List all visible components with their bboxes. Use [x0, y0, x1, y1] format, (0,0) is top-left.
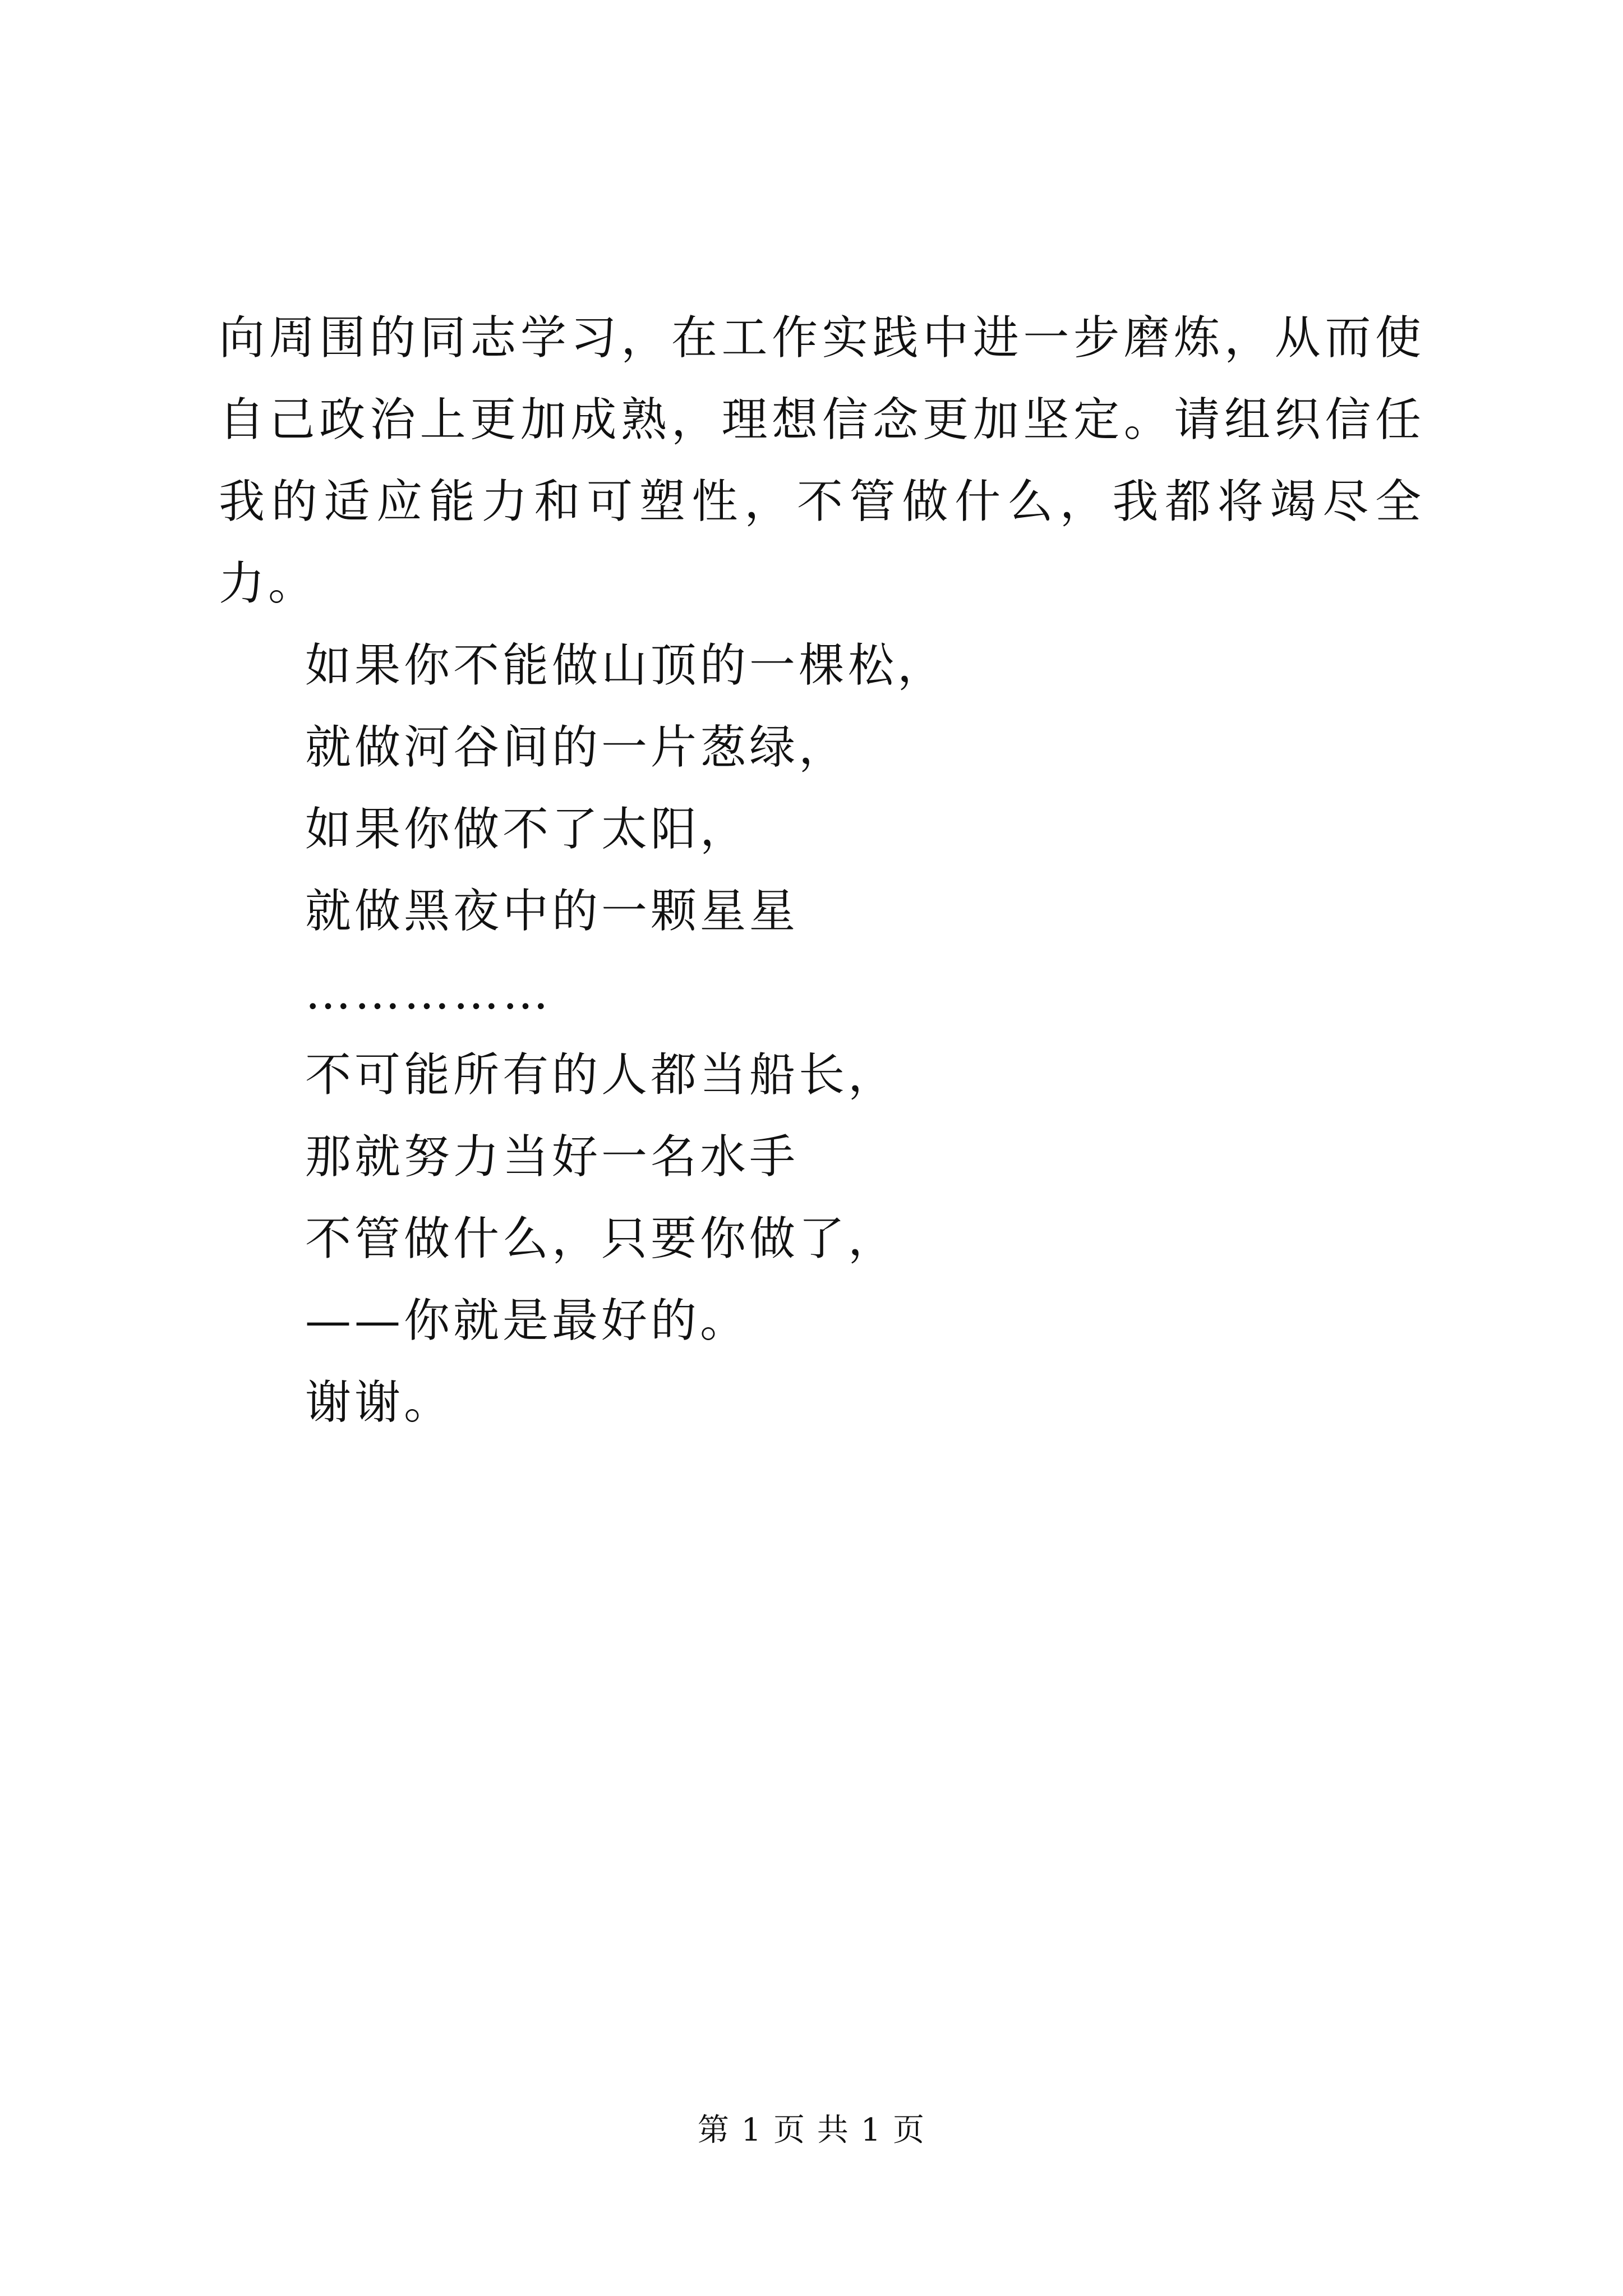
document-body: [219, 297, 1424, 1444]
poem-line: 就做河谷间的一片葱绿，: [305, 721, 849, 774]
poem-line: 不管做什么，只要你做了，: [305, 1212, 898, 1266]
page-footer: 第 1 页 共 1 页: [697, 2112, 926, 2148]
poem-line: 如果你不能做山顶的一棵松，: [305, 639, 947, 692]
poem-line: 就做黑夜中的一颗星星: [305, 885, 799, 938]
body-paragraph: 向周围的同志学习，在工作实践中进一步磨炼，从而使自己政治上更加成熟，理想信念更加坚定。请组织信任我的适应能力和可塑性，不管做什么，我都将竭尽全力。: [219, 311, 1424, 610]
poem: [219, 625, 1424, 1444]
poem-line: 如果你做不了太阳，: [305, 803, 750, 856]
poem-line: 那就努力当好一名水手: [305, 1130, 799, 1184]
poem-ellipsis: ……………: [305, 967, 552, 1020]
poem-line: ——你就是最好的。: [305, 1294, 750, 1347]
poem-line: 不可能所有的人都当船长，: [305, 1048, 898, 1102]
closing-thanks: 谢谢。: [305, 1376, 454, 1429]
